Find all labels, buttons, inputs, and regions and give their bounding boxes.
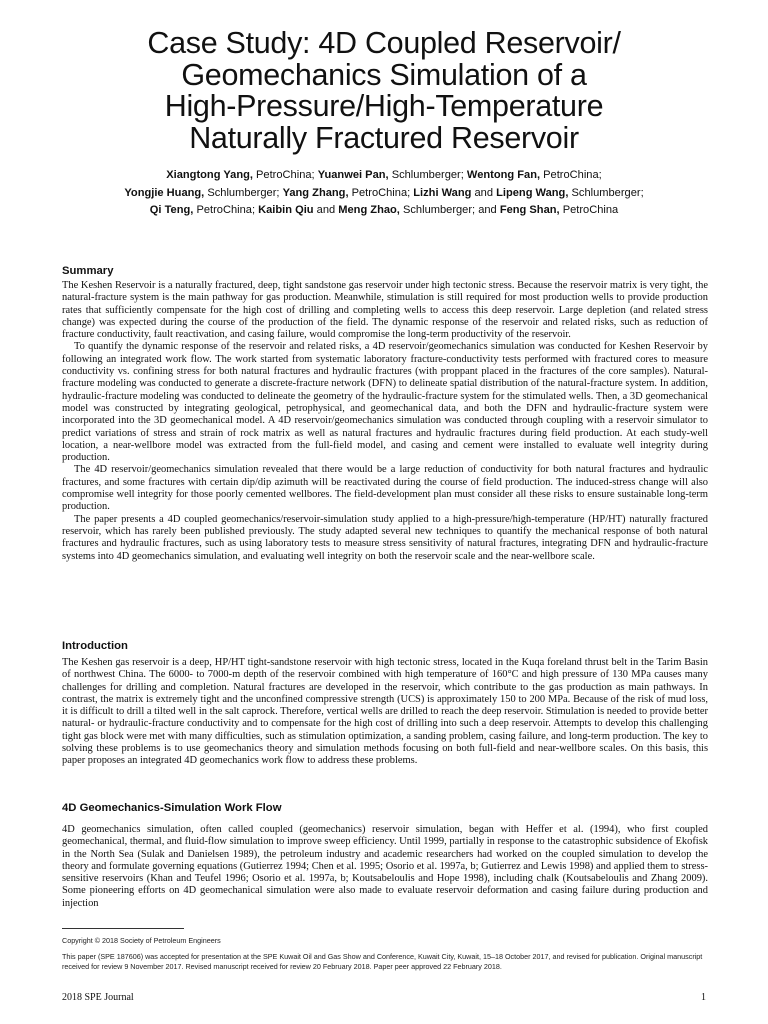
author-name: Qi Teng,	[149, 204, 194, 216]
author-name: Kaibin Qiu	[258, 204, 314, 216]
author-name: Yang Zhang,	[282, 186, 349, 199]
introduction-heading: Introduction	[62, 640, 128, 652]
author-affiliation: Schlumberger;	[204, 186, 283, 199]
author-line-1	[30, 167, 738, 185]
copyright-notice: Copyright © 2018 Society of Petroleum Engineers	[62, 936, 221, 945]
author-line-3	[30, 202, 738, 220]
author-line-2	[30, 185, 738, 203]
author-name: Lipeng Wang,	[496, 186, 569, 199]
summary-paragraph-4: The paper presents a 4D coupled geomechanics/reservoir-simulation study applied to a high-pressure/high-temperature (HP/HT) naturally fractured reservoir, which has rarely been published previously. The study adapted several new techniques to quantify the mechanical response of both natural fractures and hydraulic fractures, such as using laboratory tests to measure stress sensitivity of natural fractures, integrating DFN and hydraulic-fracture systems into 4D geomechanics simulation, and evaluating well integrity on both the reservoir scale and the near-wellbore scale.	[62, 513, 708, 562]
summary-paragraph-1: The Keshen Reservoir is a naturally fractured, deep, tight sandstone gas reservoir under high tectonic stress. Because the reservoir matrix is very tight, the natural-fracture system is the main pathway for gas production. Meanwhile, stimulation is still required for most production wells to provide production rates that sufficiently compensate for the high cost of drilling and completing wells to access this deep reservoir. Large depletion (and related stress change) was expected during the course of the production of the field. The dynamic response of the reservoir and related risks, such as reduction of fracture conductivity, fault reactivation, and casing failure, would compromise the long-term productivity of the reservoir.	[62, 280, 708, 341]
author-name: Wentong Fan,	[466, 169, 541, 181]
author-name: Yongjie Huang,	[124, 186, 205, 199]
workflow-section	[62, 824, 708, 910]
author-affiliation: Schlumberger; and	[399, 204, 500, 216]
author-affiliation: Schlumberger;	[388, 169, 467, 181]
author-affiliation: PetroChina;	[252, 169, 318, 181]
paper-title	[40, 28, 728, 154]
author-list	[30, 167, 738, 220]
author-affiliation: PetroChina;	[540, 169, 602, 181]
author-affiliation: PetroChina;	[193, 204, 259, 216]
author-name: Lizhi Wang	[413, 186, 472, 199]
paper-footnote: This paper (SPE 187606) was accepted for presentation at the SPE Kuwait Oil and Gas Show and Conference, Kuwait City, Kuwait, 15–18 October 2017, and revised for publication. Original manuscript received for review 9 November 2017. Revised manuscript received for review 20 February 2018. Paper peer approved 22 February 2018.	[62, 952, 703, 971]
author-name: Meng Zhao,	[338, 204, 400, 216]
author-affiliation: Schlumberger;	[568, 186, 644, 199]
page-number: 1	[701, 992, 706, 1003]
title-line-1: Case Study: 4D Coupled Reservoir/	[147, 26, 621, 60]
summary-paragraph-2: To quantify the dynamic response of the reservoir and related risks, a 4D reservoir/geomechanics simulation was conducted for Keshen Reservoir by following an integrated work flow. The work started from systematic laboratory fracture-conductivity tests performed with fractured cores to measure conductivity vs. confining stress for both natural fractures and hydraulic fractures (with proppant placed in the fractures of the core samples). Natural-fracture modeling was conducted to generate a discrete-fracture network (DFN) to delineate spatial distribution of the natural-fracture system. In addition, hydraulic-fracture modeling was conducted to delineate the geometry of the hydraulic-fracture system for the stimulated wells. Then, a 3D geomechanical model was constructed by integrating geological, petrophysical, and geomechanical data, and both the DFN and hydraulic-fracture system were incorporated into the 3D geomechanical model. A 4D reservoir/geomechanics simulation was conducted through coupling with a reservoir simulator to predict variations of stress and strain of rock matrix as well as natural fractures and hydraulic fractures during field production. At each study-well location, a near-wellbore model was extracted from the full-field model, and casing and cement were installed to evaluate well integrity during production.	[62, 341, 708, 464]
author-name: Xiangtong Yang,	[166, 169, 253, 181]
introduction-section	[62, 657, 708, 768]
journal-name: 2018 SPE Journal	[62, 992, 134, 1003]
author-name: Feng Shan,	[499, 204, 560, 216]
author-name: Yuanwei Pan,	[317, 169, 389, 181]
title-line-2: Geomechanics Simulation of a	[181, 57, 587, 92]
title-line-3: High-Pressure/High-Temperature	[164, 89, 604, 123]
author-affiliation: and	[471, 186, 497, 199]
author-affiliation: PetroChina	[559, 204, 619, 216]
workflow-heading: 4D Geomechanics-Simulation Work Flow	[62, 802, 282, 814]
footnote-divider	[62, 928, 184, 929]
title-line-4: Naturally Fractured Reservoir	[189, 120, 579, 155]
workflow-paragraph-1: 4D geomechanics simulation, often called coupled (geomechanics) reservoir simulation, began with Heffer et al. (1994), who first coupled geomechanical, thermal, and fluid-flow simulation to improve sweep efficiency. Until 1999, partially in response to the catastrophic subsidence of Ekofisk in the North Sea (Sulak and Danielsen 1989), the petroleum industry and academic researchers had worked on the coupled simulation to develop the theory and formulate governing equations (Gutierrez 1994; Chen et al. 1995; Osorio et al. 1997a, b; Gutierrez and Lewis 1998) and applied them to stress-sensitive reservoirs (Khan and Teufel 1996; Osorio et al. 1997a, b; Koutsabeloulis and Hope 1998), including chalk (Koutsabeloulis and Zhang 2009). Some pioneering efforts on 4D geomechanical simulation were also made to evaluate reservoir deformation and casing failure during production and injection	[62, 824, 708, 909]
introduction-paragraph-1: The Keshen gas reservoir is a deep, HP/HT tight-sandstone reservoir with high tectonic stress, located in the Kuqa foreland thrust belt in the Tarim Basin of northwest China. The 6000- to 7000-m depth of the reservoir combined with high temperature of 160°C and high pressure of 130 MPa causes many challenges for drilling and completion. Natural fractures are developed in the reservoir, which contribute to the gas production as main pathways. In contrast, the matrix is extremely tight and the unconfined compressive strength (UCS) is approximately 150 to 200 MPa. Because of the risk of mud loss, it is difficult to drill a tilted well in the salt caprock. Therefore, vertical wells are drilled to reach the deep reservoir. Stimulation is needed to provide better natural- or hydraulic-fracture conductivity and to compensate for the high cost of drilling into such a deep reservoir. Attempts to develop this challenging tight gas block were met with many difficulties, such as stimulation optimization, a sanding problem, casing failure, and long-term production. The key to solving these problems is to use geomechanics theory and simulation methods focusing on both full-field and near-wellbore scales. On this basis, this paper proposes an integrated 4D geomechanics work flow to address these problems.	[62, 657, 708, 767]
summary-heading: Summary	[62, 265, 114, 277]
summary-paragraph-3: The 4D reservoir/geomechanics simulation revealed that there would be a large reduction of conductivity for both natural fractures and hydraulic fractures, and some fractures with certain dip/dip azimuth will be reactivated during the course of field production. The induced-stress change will also compromise well integrity for those poorly cemented wellbores. The field-development plan must consider all these risks to ensure sustainable long-term production.	[62, 464, 708, 513]
summary-section	[62, 280, 708, 563]
author-affiliation: and	[313, 204, 339, 216]
author-affiliation: PetroChina;	[348, 186, 414, 199]
